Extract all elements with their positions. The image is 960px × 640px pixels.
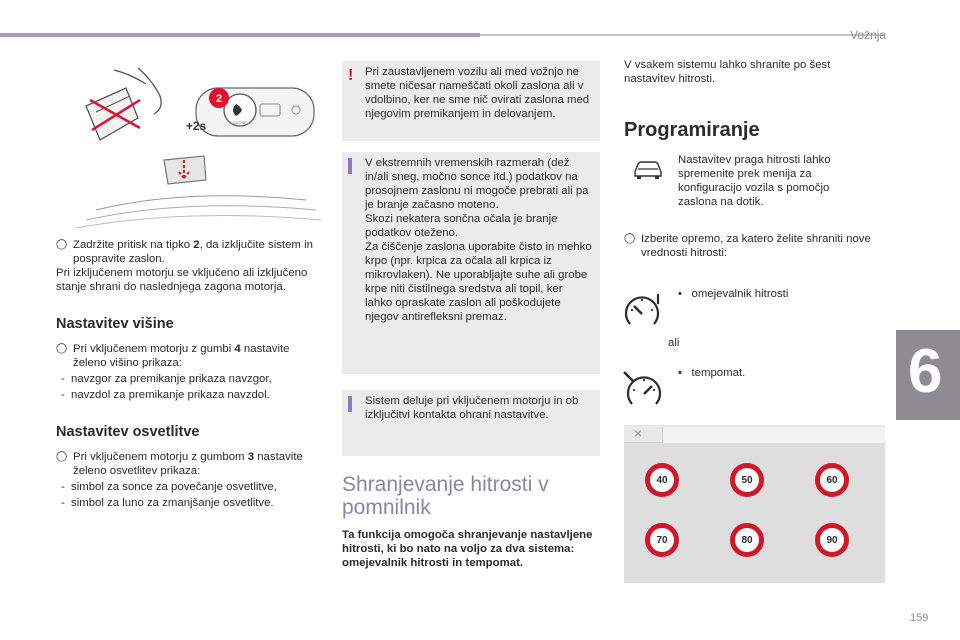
hud-control-illustration bbox=[56, 60, 324, 234]
speed-limiter-icon bbox=[622, 290, 664, 330]
bullet-icon: ◯ bbox=[624, 233, 636, 244]
warning-icon: ! bbox=[348, 67, 354, 84]
light-dash-1: - simbol za sonce za povečanje osvetlitve, bbox=[61, 481, 277, 493]
bullet-icon: ◯ bbox=[56, 343, 68, 354]
page-number: 159 bbox=[910, 612, 929, 624]
info-settings-text: Sistem deluje pri vključenem motorju in ob izključitvi kontakta ohrani nastavitve. bbox=[365, 395, 579, 421]
hold-paragraph: Pri izključenem motorju se vključeno ali izključeno stanje shrani do naslednjega zagona motorja. bbox=[56, 267, 308, 293]
hold-label: +2s bbox=[185, 119, 207, 133]
badge-label: 2 bbox=[215, 93, 223, 105]
column-1 bbox=[56, 238, 318, 510]
info-line-3: Za čiščenje zaslona uporabite čisto in mehko krpo (npr. krpica za očala ali krpica iz mikrovlaken). Ne uporabljajte suhe ali grobe krpe niti čistilnega sredstva ali topil, ker lahko opraskate zaslon ali poškodujete njegov antirefleksni premaz. bbox=[365, 241, 592, 323]
memory-intro: Ta funkcija omogoča shranjevanje nastavljene hitrosti, ki bo nato na voljo za dva sistema: omejevalnik hitrosti in tempomat. bbox=[342, 529, 593, 569]
top-rule bbox=[0, 33, 480, 37]
speed-sign-70[interactable]: 70 bbox=[645, 523, 679, 557]
close-icon[interactable]: × bbox=[634, 425, 643, 441]
programming-heading: Programiranje bbox=[624, 119, 760, 141]
button-label: CLOSE bbox=[233, 120, 247, 125]
bullet-icon: ◯ bbox=[56, 451, 68, 462]
info-notice-weather bbox=[342, 152, 600, 374]
speed-sign-60[interactable]: 60 bbox=[815, 463, 849, 497]
info-line-1: V ekstremnih vremenskih razmerah (dež in/ali sneg, močno sonce itd.) podatkov na prosojnem zaslonu ni mogoče prebrati ali pa je branje začasno moteno. bbox=[365, 157, 589, 211]
speed-sign-40[interactable]: 40 bbox=[645, 463, 679, 497]
screen-header bbox=[624, 425, 885, 443]
car-icon bbox=[632, 158, 664, 180]
light-dash-2: - simbol za luno za zmanjšanje osvetlitve. bbox=[61, 497, 274, 509]
cruise-control-icon bbox=[622, 368, 666, 408]
option-cruise-control: • tempomat. bbox=[678, 367, 746, 379]
bullet-icon: ◯ bbox=[56, 239, 68, 250]
light-heading: Nastavitev osvetlitve bbox=[56, 424, 200, 440]
chapter-tab bbox=[896, 330, 960, 420]
speed-sign-50[interactable]: 50 bbox=[730, 463, 764, 497]
programming-text: Nastavitev praga hitrosti lahko spremenite prek menija za konfiguracijo vozila s pomočjo zaslona na dotik. bbox=[678, 154, 831, 208]
speeds-intro: V vsakem sistemu lahko shranite po šest nastavitev hitrosti. bbox=[624, 59, 831, 85]
height-dash-1: - navzgor za premikanje prikaza navzgor, bbox=[61, 373, 272, 385]
warning-notice bbox=[342, 61, 600, 141]
select-bullet: ◯ Izberite opremo, za katero želite shraniti nove vrednosti hitrosti: bbox=[624, 233, 871, 259]
hold-bullet: ◯ Zadržite pritisk na tipko 2, da izključite sistem in pospravite zaslon. bbox=[56, 239, 313, 265]
option-speed-limiter: • omejevalnik hitrosti bbox=[678, 288, 789, 300]
height-heading: Nastavitev višine bbox=[56, 316, 174, 332]
or-label: ali bbox=[668, 337, 680, 349]
height-dash-2: - navzdol za premikanje prikaza navzdol. bbox=[61, 389, 270, 401]
info-icon bbox=[348, 396, 352, 412]
screen-tab bbox=[662, 427, 885, 443]
memory-heading: Shranjevanje hitrosti v pomnilnik bbox=[342, 473, 549, 519]
chapter-number: 6 bbox=[908, 337, 943, 406]
height-bullet: ◯ Pri vključenem motorju z gumbi 4 nastavite želeno višino prikaza: bbox=[56, 343, 290, 369]
warning-text: Pri zaustavljenem vozilu ali med vožnjo ne smete ničesar nameščati okoli zaslona ali v vdolbino, ker ne sme nič ovirati zaslona med njegovim premikanjem in delovanjem. bbox=[365, 66, 590, 120]
speed-memory-screen bbox=[624, 425, 885, 583]
info-line-2: Skozi nekatera sončna očala je branje podatkov oteženo. bbox=[365, 213, 558, 239]
chapter-title: Vožnja bbox=[850, 28, 887, 42]
top-rule-right bbox=[480, 34, 885, 36]
info-notice-settings bbox=[342, 390, 600, 456]
speed-sign-80[interactable]: 80 bbox=[730, 523, 764, 557]
speed-sign-90[interactable]: 90 bbox=[815, 523, 849, 557]
light-bullet: ◯ Pri vključenem motorju z gumbom 3 nastavite želeno osvetlitev prikaza: bbox=[56, 451, 303, 477]
info-icon bbox=[348, 158, 352, 174]
